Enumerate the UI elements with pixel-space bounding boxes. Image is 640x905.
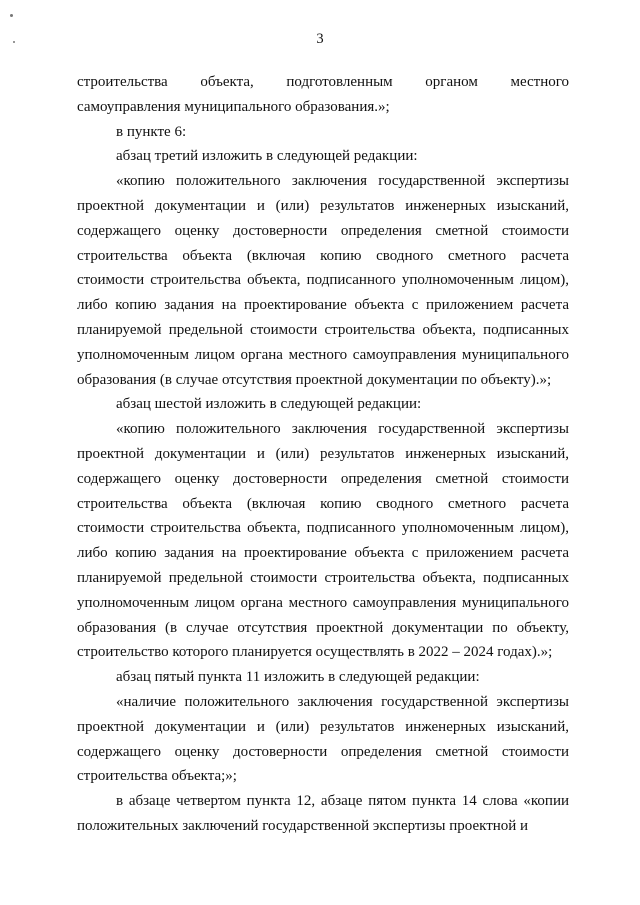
text-line: строительства объекта (включая копию сводного сметного расчета <box>77 247 569 264</box>
text-line: абзац третий изложить в следующей редакции: <box>116 148 418 165</box>
text-line: стоимости строительства объекта, подписанного уполномоченным лицом), <box>77 272 569 289</box>
text-line: образования (в случае отсутствия проектной документации по объекту, <box>77 619 569 636</box>
text-line: в абзаце четвертом пункта 12, абзаце пятом пункта 14 слова «копии <box>116 793 569 810</box>
text-line: уполномоченным лицом органа местного самоуправления муниципального <box>77 594 569 611</box>
text-line: «копию положительного заключения государственной экспертизы <box>116 421 569 438</box>
document-body <box>77 70 569 839</box>
text-line: в пункте 6: <box>116 123 187 140</box>
text-line: проектной документации и (или) результатов инженерных изысканий, <box>77 197 569 214</box>
text-line: содержащего оценку достоверности определения сметной стоимости <box>77 222 569 239</box>
scan-speck <box>13 41 15 43</box>
text-line: содержащего оценку достоверности определения сметной стоимости <box>77 743 569 760</box>
text-line: планируемой предельной стоимости строительства объекта, подписанных <box>77 569 569 586</box>
text-line: положительных заключений государственной экспертизы проектной и <box>77 817 529 834</box>
text-line: строительство которого планируется осуществлять в 2022 – 2024 годах).»; <box>77 644 553 661</box>
text-line: строительства объекта, подготовленным органом местного <box>77 74 569 90</box>
text-line: проектной документации и (или) результатов инженерных изысканий, <box>77 718 569 735</box>
text-line: «наличие положительного заключения государственной экспертизы <box>116 693 569 710</box>
text-line: образования (в случае отсутствия проектной документации по объекту).»; <box>77 371 552 388</box>
text-line: содержащего оценку достоверности определения сметной стоимости <box>77 470 569 487</box>
text-line: проектной документации и (или) результатов инженерных изысканий, <box>77 445 569 462</box>
page-number: 3 <box>316 31 324 47</box>
text-line: стоимости строительства объекта, подписанного уполномоченным лицом), <box>77 520 569 537</box>
text-line: самоуправления муниципального образования.»; <box>77 98 390 115</box>
text-line: строительства объекта (включая копию сводного сметного расчета <box>77 495 569 512</box>
text-line: либо копию задания на проектирование объекта с приложением расчета <box>77 545 569 562</box>
scan-speck <box>10 14 13 17</box>
text-line: «копию положительного заключения государственной экспертизы <box>116 173 569 190</box>
text-line: строительства объекта;»; <box>77 768 237 785</box>
text-line: уполномоченным лицом органа местного самоуправления муниципального <box>77 346 569 363</box>
text-line: абзац пятый пункта 11 изложить в следующей редакции: <box>116 669 480 686</box>
text-line: планируемой предельной стоимости строительства объекта, подписанных <box>77 321 569 338</box>
text-line: абзац шестой изложить в следующей редакции: <box>116 396 422 413</box>
text-line: либо копию задания на проектирование объекта с приложением расчета <box>77 297 569 314</box>
